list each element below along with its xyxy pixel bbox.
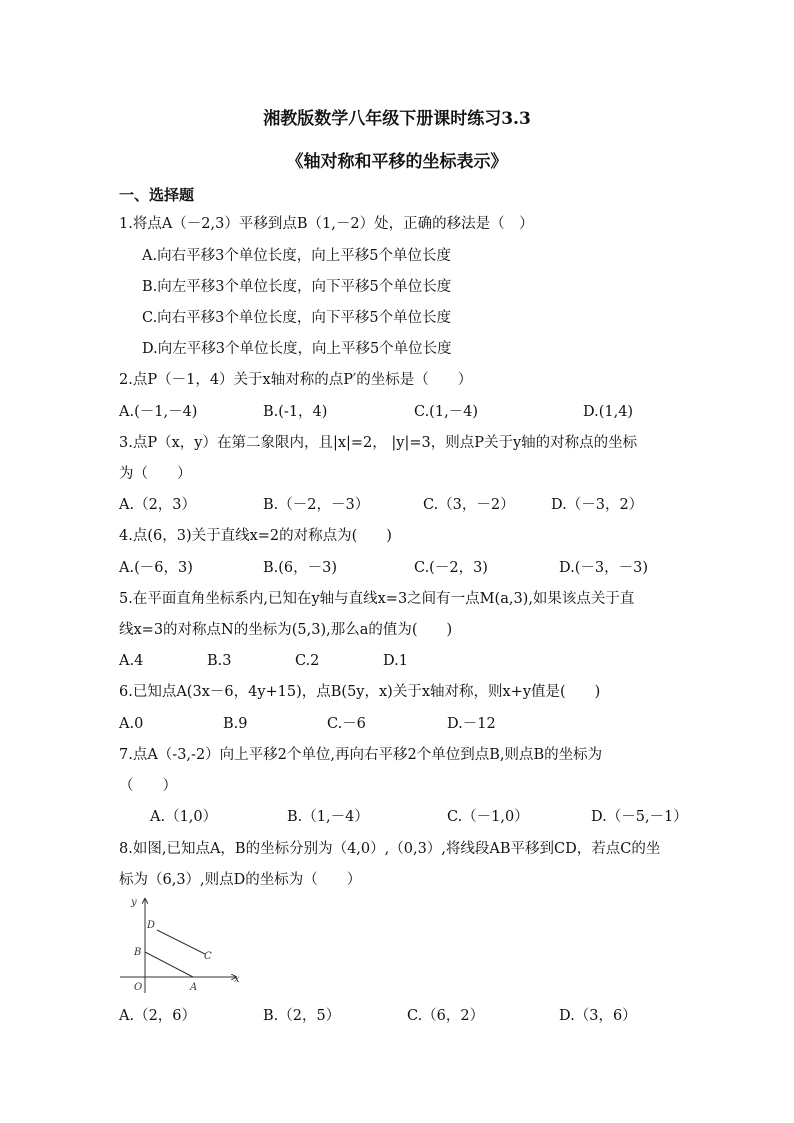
question-3-option-a: A.（2，3）: [119, 497, 197, 513]
question-3-option-d: D.（－3，2）: [551, 497, 644, 513]
question-6-option-d: D.－12: [447, 716, 496, 732]
point-a-label: A: [190, 982, 198, 993]
question-4-option-d: D.(－3，－3): [559, 560, 648, 576]
worksheet-subtitle: 《轴对称和平移的坐标表示》: [286, 152, 508, 172]
question-5-option-a: A.4: [119, 653, 144, 669]
question-3-stem-line-2: 为（ ）: [119, 466, 192, 482]
question-5-option-c: C.2: [295, 653, 320, 669]
coordinate-figure: [116, 893, 246, 999]
question-6-stem: 6.已知点A(3x－6，4y+15)，点B(5y，x)关于x轴对称，则x+y值是( ): [119, 684, 601, 700]
worksheet-title: 湘教版数学八年级下册课时练习3.3: [263, 109, 531, 129]
question-8-option-b: B.（2，5）: [263, 1008, 341, 1024]
segment-cd: [157, 930, 205, 954]
question-2-stem: 2.点P（－1，4）关于x轴对称的点P′的坐标是（ ）: [119, 372, 473, 388]
point-d-label: D: [147, 920, 156, 931]
question-8-stem-line-1: 8.如图,已知点A，B的坐标分别为（4,0）,（0,3）,将线段AB平移到CD，若点C的坐: [119, 841, 661, 857]
question-7-option-b: B.（1,－4）: [287, 809, 369, 825]
question-4-option-c: C.(－2，3): [414, 560, 488, 576]
question-7-option-c: C.（－1,0）: [447, 809, 529, 825]
question-3-option-b: B.（－2，－3）: [263, 497, 370, 513]
question-5-option-d: D.1: [383, 653, 408, 669]
question-4-option-b: B.(6，－3): [263, 560, 338, 576]
question-1-option-a: A.向右平移3个单位长度，向上平移5个单位长度: [142, 248, 452, 264]
y-axis-label: y: [131, 897, 137, 908]
question-5-stem-line-1: 5.在平面直角坐标系内,已知在y轴与直线x=3之间有一点M(a,3),如果该点关于直: [119, 591, 635, 607]
question-7-option-d: D.（－5,－1）: [591, 809, 688, 825]
question-6-option-b: B.9: [223, 716, 248, 732]
section-heading: 一、选择题: [119, 186, 195, 204]
question-8-stem-line-2: 标为（6,3）,则点D的坐标为（ ）: [119, 872, 362, 888]
question-2-option-d: D.(1,4): [583, 404, 634, 420]
question-1-option-c: C.向右平移3个单位长度，向下平移5个单位长度: [142, 310, 452, 326]
question-6-option-c: C.－6: [327, 716, 366, 732]
point-c-label: C: [204, 951, 212, 962]
question-2-option-b: B.(-1，4): [263, 404, 328, 420]
question-2-option-a: A.(－1,－4): [119, 404, 198, 420]
question-8-option-c: C.（6，2）: [407, 1008, 485, 1024]
question-5-option-b: B.3: [207, 653, 232, 669]
question-8-option-d: D.（3，6）: [559, 1008, 637, 1024]
question-1-option-d: D.向左平移3个单位长度，向上平移5个单位长度: [142, 341, 452, 357]
question-3-option-c: C.（3，－2）: [423, 497, 515, 513]
question-7-stem-line-1: 7.点A（-3,-2）向上平移2个单位,再向右平移2个单位到点B,则点B的坐标为: [119, 747, 603, 763]
question-7-option-a: A.（1,0）: [150, 809, 218, 825]
question-8-option-a: A.（2，6）: [119, 1008, 197, 1024]
question-7-stem-line-2: （ ）: [119, 778, 177, 794]
question-4-stem: 4.点(6，3)关于直线x=2的对称点为( ): [119, 528, 392, 544]
question-4-option-a: A.(－6，3): [119, 560, 193, 576]
question-1-stem: 1.将点A（－2,3）平移到点B（1,－2）处，正确的移法是（ ）: [119, 216, 534, 232]
origin-label: O: [134, 982, 143, 993]
x-axis-label: x: [234, 974, 240, 985]
question-3-stem-line-1: 3.点P（x，y）在第二象限内，且|x|=2， |y|=3，则点P关于y轴的对称点的坐标: [119, 435, 638, 451]
question-6-option-a: A.0: [119, 716, 144, 732]
question-1-option-b: B.向左平移3个单位长度，向下平移5个单位长度: [142, 279, 452, 295]
segment-ab: [145, 952, 193, 977]
point-b-label: B: [134, 947, 142, 958]
question-2-option-c: C.(1,－4): [414, 404, 479, 420]
question-5-stem-line-2: 线x=3的对称点N的坐标为(5,3),那么a的值为( ): [119, 622, 453, 638]
